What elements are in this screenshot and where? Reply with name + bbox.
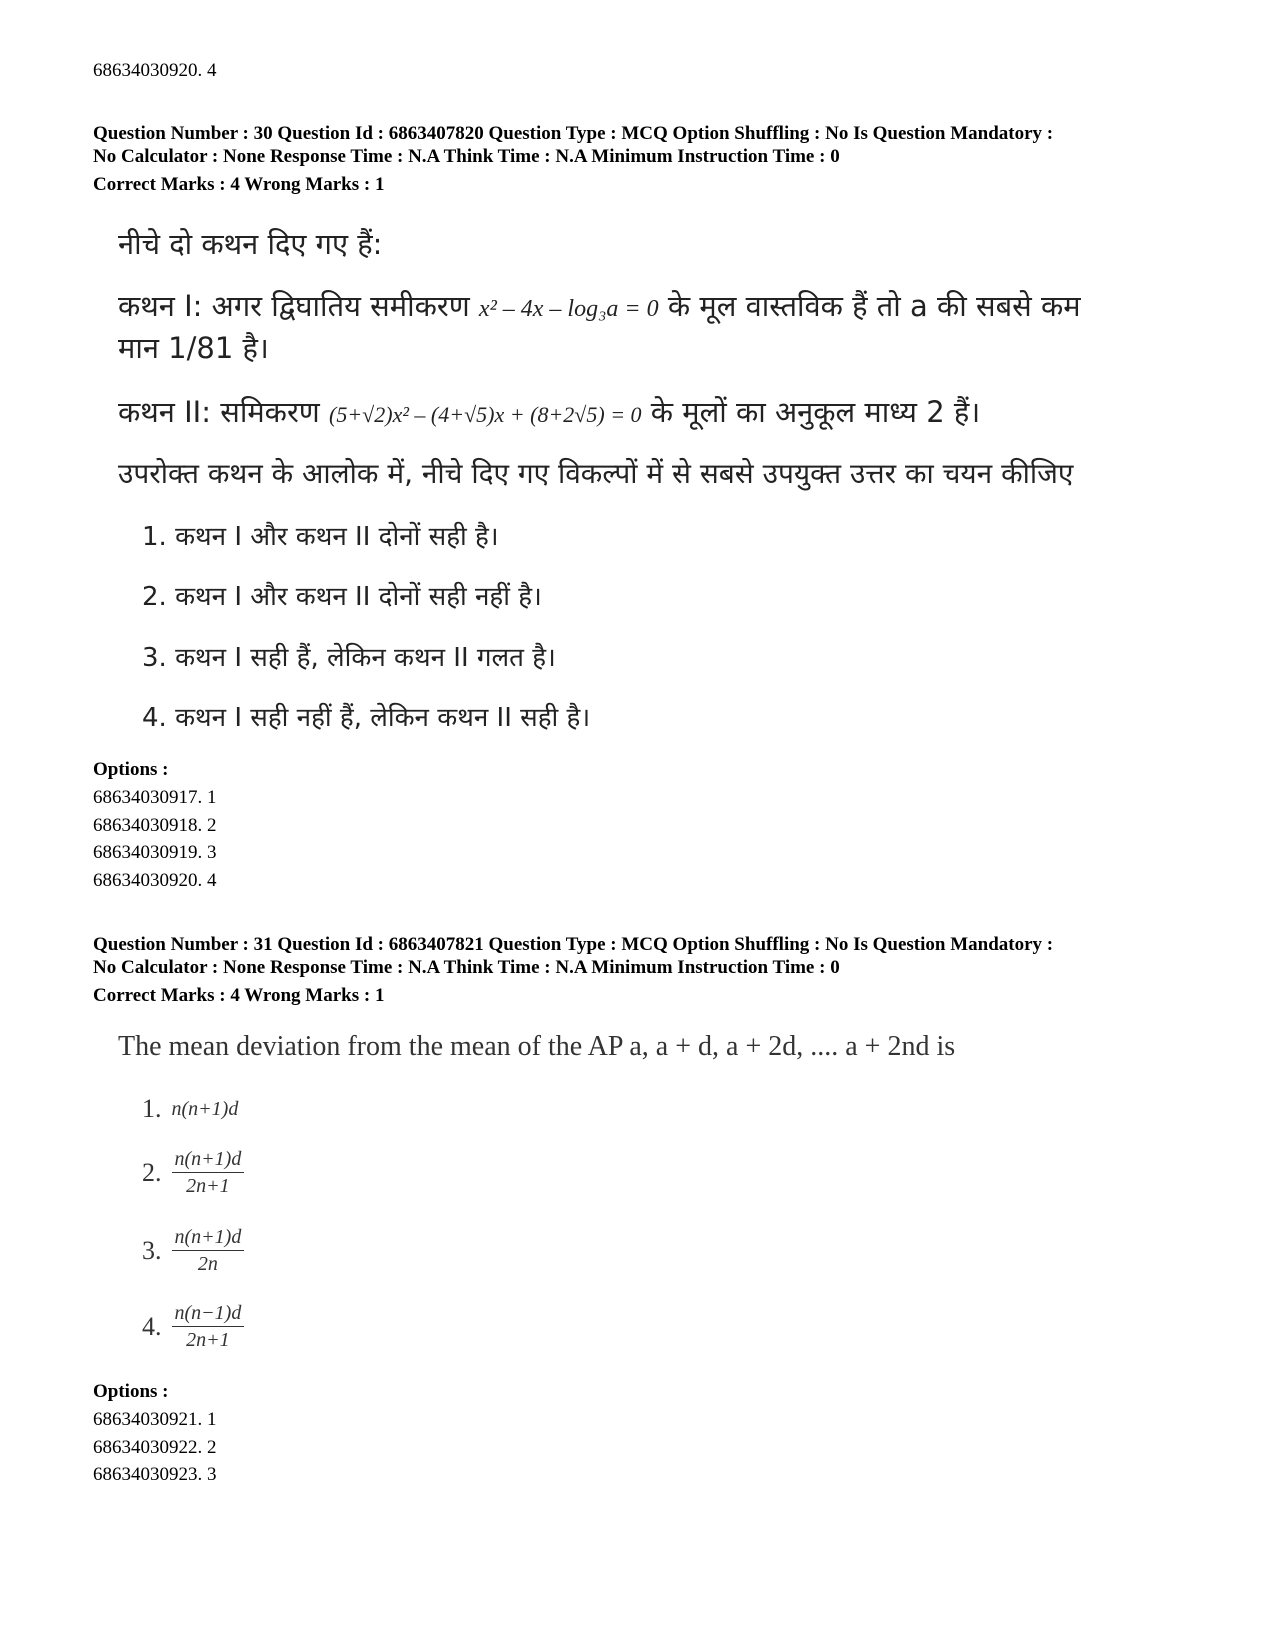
q30-option-3: 68634030919. 3: [93, 842, 217, 863]
q30-marks: Correct Marks : 4 Wrong Marks : 1: [93, 174, 385, 195]
q31-meta-line1: Question Number : 31 Question Id : 6863407821 Question Type : MCQ Option Shuffling : No Is Question Mandatory :: [93, 934, 1054, 955]
q30-meta-line2: No Calculator : None Response Time : N.A Think Time : N.A Minimum Instruction Time : 0: [93, 146, 840, 167]
q30-choice-4: 4. कथन I सही नहीं हैं, लेकिन कथन II सही है।: [142, 703, 591, 733]
q31-choice-1: [142, 1094, 238, 1124]
q30-options-label: Options :: [93, 759, 169, 780]
q31-choice-4: [142, 1302, 244, 1351]
q31-choice-2-number: 2.: [142, 1157, 162, 1187]
q30-statement1: [118, 288, 1081, 327]
q31-options-label: Options :: [93, 1381, 169, 1402]
q30-statement1-prefix: कथन I: अगर द्विघातिय समीकरण: [118, 289, 470, 323]
q31-choice-3-number: 3.: [142, 1235, 162, 1265]
q30-statement2: [118, 394, 980, 433]
q31-choice-2-numerator: n(n+1)d: [172, 1148, 245, 1173]
q31-option-3: 68634030923. 3: [93, 1464, 217, 1485]
q30-choice-1: 1. कथन I और कथन II दोनों सही है।: [142, 522, 499, 552]
q31-choice-3-numerator: n(n+1)d: [172, 1226, 245, 1251]
q30-choice-2: 2. कथन I और कथन II दोनों सही नहीं है।: [142, 582, 542, 612]
q31-choice-4-number: 4.: [142, 1311, 162, 1341]
q31-option-2: 68634030922. 2: [93, 1437, 217, 1458]
q30-option-2: 68634030918. 2: [93, 815, 217, 836]
q31-marks: Correct Marks : 4 Wrong Marks : 1: [93, 985, 385, 1006]
q30-statement2-prefix: कथन II: समिकरण: [118, 395, 320, 429]
q31-choice-1-number: 1.: [142, 1094, 162, 1123]
q30-statement1-equation: x² – 4x – log₃a = 0: [478, 296, 659, 322]
q30-statement2-suffix: के मूलों का अनुकूल माध्य 2 हैं।: [650, 395, 981, 429]
q30-statement2-equation: (5+√2)x² – (4+√5)x + (8+2√5) = 0: [329, 402, 642, 427]
q31-choice-1-expression: n(n+1)d: [171, 1097, 239, 1120]
q31-choice-4-denominator: 2n+1: [186, 1329, 230, 1351]
q31-choice-3: [142, 1226, 244, 1275]
q31-choice-2-fraction: [172, 1148, 245, 1197]
q30-statement1-suffix: के मूल वास्तविक हैं तो a की सबसे कम: [667, 289, 1081, 323]
q30-meta-line1: Question Number : 30 Question Id : 6863407820 Question Type : MCQ Option Shuffling : No Is Question Mandatory :: [93, 123, 1054, 144]
q30-instruction: उपरोक्त कथन के आलोक में, नीचे दिए गए विकल्पों में से सबसे उपयुक्त उत्तर का चयन कीजिए: [118, 457, 1074, 490]
q30-statement1-line2: मान 1/81 है।: [118, 331, 269, 365]
q31-choice-3-fraction: [172, 1226, 245, 1275]
previous-option-line: 68634030920. 4: [93, 60, 217, 81]
q31-option-1: 68634030921. 1: [93, 1409, 217, 1430]
q30-choice-3: 3. कथन I सही हैं, लेकिन कथन II गलत है।: [142, 643, 556, 673]
q31-choice-4-fraction: [172, 1302, 245, 1351]
q31-choice-3-denominator: 2n: [197, 1253, 218, 1275]
q31-question: The mean deviation from the mean of the AP a, a + d, a + 2d, .... a + 2nd is: [118, 1031, 956, 1062]
q30-intro: नीचे दो कथन दिए गए हैं:: [118, 227, 383, 261]
q30-option-4: 68634030920. 4: [93, 870, 217, 891]
q31-choice-2: [142, 1148, 244, 1197]
q31-choice-2-denominator: 2n+1: [186, 1175, 230, 1197]
q31-choice-4-numerator: n(n−1)d: [172, 1302, 245, 1327]
q30-option-1: 68634030917. 1: [93, 787, 217, 808]
q31-meta-line2: No Calculator : None Response Time : N.A Think Time : N.A Minimum Instruction Time : 0: [93, 957, 840, 978]
